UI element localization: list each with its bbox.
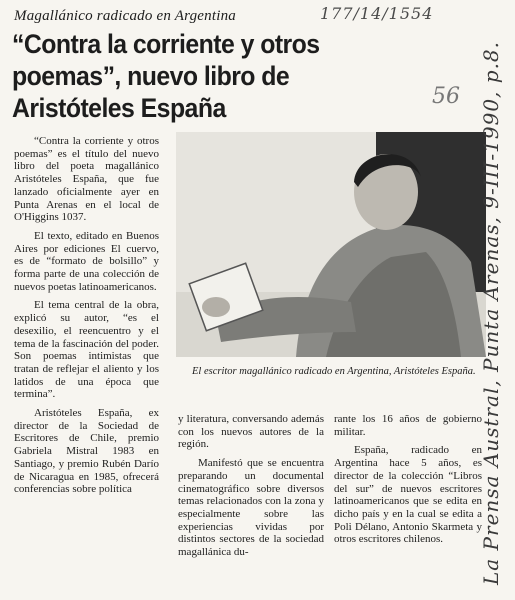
paragraph: España, radicado en Argentina hace 5 años, es director de la colección “Libros del sur” de nuevos escritores latinoamericanos que se edita en dicho país y en la cual se edita a Poli Délano, Antonio Skarmeta y otros escritores chilenos.	[334, 444, 482, 546]
author-photo-illustration	[176, 132, 486, 357]
paragraph: El tema central de la obra, explicó su autor, “es el desexilio, el reencuentro y el tema de la fascinación del poder. Son poemas intimistas que tratan de reflejar el aliento y los latidos de una época que termina”.	[14, 299, 159, 401]
article-column-2	[178, 413, 324, 565]
handwritten-archive-number: 177/14/1554	[320, 4, 434, 23]
headline: “Contra la corriente y otros poemas”, nuevo libro de Aristóteles España	[12, 29, 320, 123]
article-column-1	[14, 135, 159, 502]
author-photo	[176, 132, 486, 357]
paragraph: rante los 16 años de gobierno militar.	[334, 413, 482, 438]
kicker: Magallánico radicado en Argentina	[14, 8, 236, 24]
paragraph: Aristóteles España, ex director de la Sociedad de Escritores de Chile, premio Gabriela Mistral 1983 en Santiago, y premio Rubén Darío de Nicaragua en 1985, ofrecerá conferencias sobre política	[14, 407, 159, 496]
photo-caption: El escritor magallánico radicado en Argentina, Aristóteles España.	[192, 366, 476, 377]
paragraph: y literatura, conversando además con los nuevos autores de la región.	[178, 413, 324, 451]
paragraph: “Contra la corriente y otros poemas” es el título del nuevo libro del poeta magallánico Aristóteles España, que fue lanzado oficialmente ayer en Punta Arenas en el local de O'Higgins 1037.	[14, 135, 159, 224]
paragraph: El texto, editado en Buenos Aires por ediciones El cuervo, es de “formato de bolsillo” y forma parte de una colección de nuevos poetas latinoamericanos.	[14, 229, 159, 293]
handwritten-page-number: 56	[432, 84, 460, 109]
handwritten-source-note: La Prensa Austral, Punta Arenas, 9-III-1990, p.8.	[479, 40, 503, 585]
paragraph: Manifestó que se encuentra preparando un documental cinematográfico sobre diversos temas relacionados con la zona y especialmente sobre las experiencias vividas por distintos sectores de la sociedad magallánica du-	[178, 457, 324, 559]
article-column-3	[334, 413, 482, 552]
